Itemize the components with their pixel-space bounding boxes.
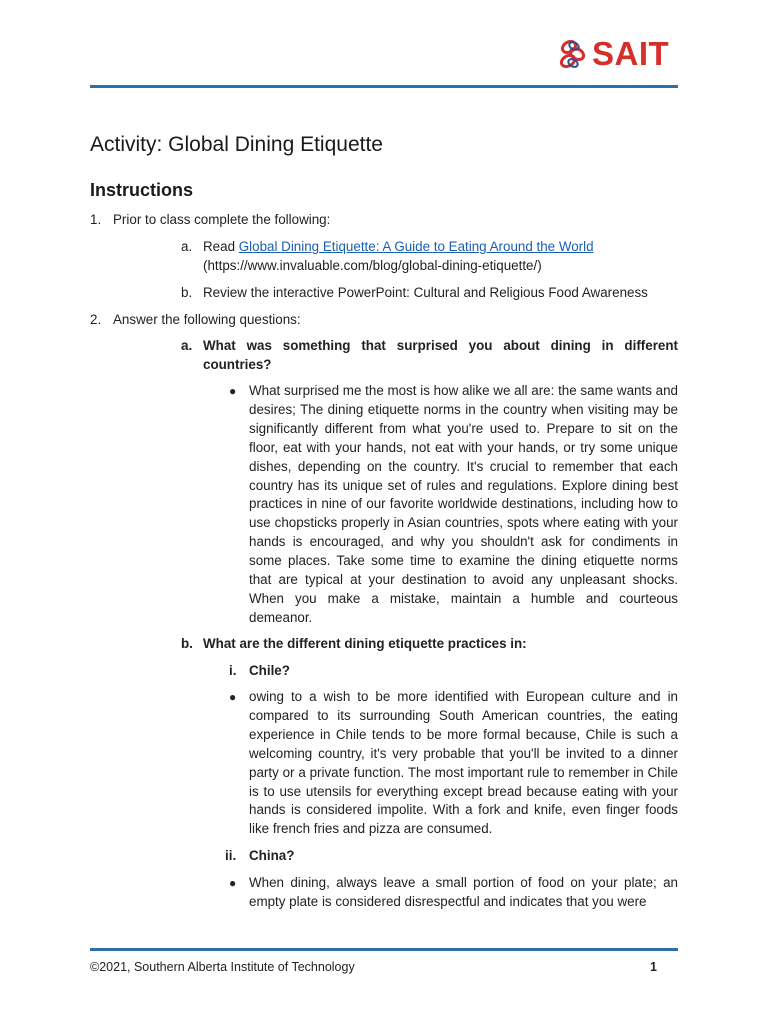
step-1-text: Prior to class complete the following: (113, 212, 331, 227)
global-dining-etiquette-link[interactable]: Global Dining Etiquette: A Guide to Eating Around the World (238, 239, 594, 254)
step-2-number: 2. (90, 312, 102, 327)
question-a-marker: a. (181, 338, 193, 353)
question-b-text: What are the different dining etiquette practices in: (203, 636, 527, 651)
header-divider (90, 85, 678, 88)
bullet-icon: ● (229, 384, 237, 398)
page-number: 1 (650, 960, 657, 974)
step-1a-url: (https://www.invaluable.com/blog/global-dining-etiquette/) (203, 257, 542, 273)
bullet-icon: ● (229, 876, 237, 890)
step-1a-text (203, 238, 678, 276)
bullet-icon: ● (229, 690, 237, 704)
question-a-text: What was something that surprised you about dining in different countries? (203, 338, 678, 372)
chile-marker: i. (229, 663, 237, 678)
footer-divider (90, 948, 678, 951)
chile-answer-text: owing to a wish to be more identified with European culture and in compared to its surrounding South American countries, the eating experience in Chile tends to be more formal because, Chile is such a welcoming country, it's very probable that you'll be invited to a dinner party or a private function. The most important rule to remember in Chile is to use utensils for everything except bread because eating with your hands is considered impolite. With a fork and knife, even finger foods like french fries and pizza are consumed. (249, 689, 678, 837)
chile-label: Chile? (249, 663, 290, 678)
question-b-marker: b. (181, 636, 193, 651)
china-answer-text: When dining, always leave a small portion of food on your plate; an empty plate is considered disrespectful and indicates that you were (249, 875, 678, 909)
china-label: China? (249, 848, 295, 863)
footer-copyright: ©2021, Southern Alberta Institute of Technology (90, 960, 355, 974)
step-1a-prefix: Read (203, 239, 239, 254)
sait-logo (556, 37, 680, 71)
step-1a-marker: a. (181, 239, 193, 254)
page-title: Activity: Global Dining Etiquette (90, 133, 383, 156)
answer-a-text: What surprised me the most is how alike we all are: the same wants and desires; The dining etiquette norms in the country when visiting may be significantly different from what you're used to. Prepare to sit on the floor, eat with your hands, not eat with your hands, or try some unique dishes, depending on the country. It's crucial to remember that each country has its unique set of rules and regulations. Explore dining best practices in nine of our favorite worldwide destinations, including how to use chopsticks properly in Asian countries, spots where eating with your hands is encouraged, and why you shouldn't ask for condiments in some places. Take some time to examine the dining etiquette norms that are typical at your destination to avoid any unpleasant shocks. When you make a mistake, maintain a humble and courteous demeanor. (249, 383, 678, 625)
step-1-number: 1. (90, 212, 102, 227)
step-2-text: Answer the following questions: (113, 312, 301, 327)
step-1b-marker: b. (181, 285, 193, 300)
sait-logo-mark-icon (556, 37, 590, 71)
logo-text: SAIT (592, 35, 670, 72)
instructions-heading: Instructions (90, 180, 194, 200)
china-marker: ii. (225, 848, 237, 863)
step-1b-text: Review the interactive PowerPoint: Cultural and Religious Food Awareness (203, 285, 648, 300)
